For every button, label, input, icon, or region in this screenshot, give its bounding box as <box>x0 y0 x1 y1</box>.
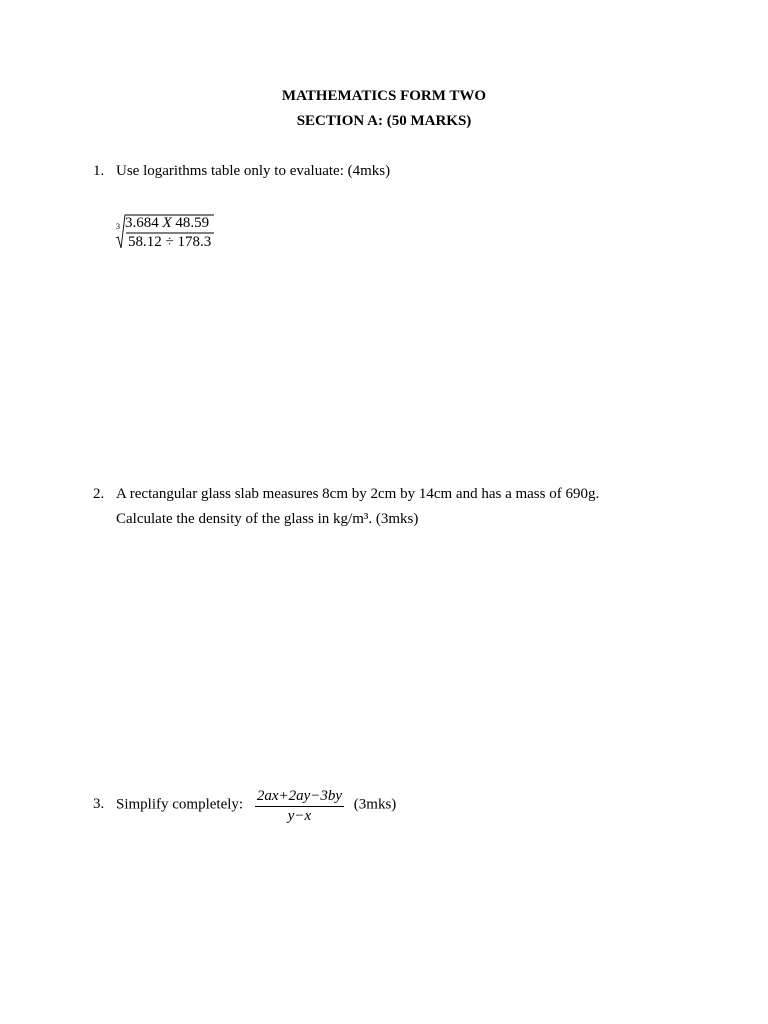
fraction-numerator: 2ax+2ay−3by <box>255 787 344 807</box>
section-heading: SECTION A: (50 MARKS) <box>296 113 472 129</box>
question-3 <box>93 786 396 824</box>
expression-numerator: 3.684 X 48.59 <box>125 215 210 231</box>
question-number: 3. <box>93 796 105 813</box>
page-title: MATHEMATICS FORM TWO <box>281 88 487 104</box>
expression-denominator: 58.12 ÷ 178.3 <box>128 234 212 250</box>
question-1 <box>93 159 390 184</box>
algebraic-fraction <box>255 787 344 825</box>
root-index: 3 <box>116 222 120 231</box>
question-text-line-2: Calculate the density of the glass in kg/m³. (3mks) <box>116 511 419 527</box>
question-text: Use logarithms table only to evaluate: (4mks) <box>116 163 391 179</box>
question-text: Simplify completely: <box>116 796 244 813</box>
question-marks: (3mks) <box>353 796 397 813</box>
question-number: 2. <box>93 486 105 502</box>
question-2 <box>93 482 599 532</box>
fraction-denominator: y−x <box>287 808 312 824</box>
question-text-line-1: A rectangular glass slab measures 8cm by 2cm by 14cm and has a mass of 690g. <box>116 486 600 502</box>
question-number: 1. <box>93 163 105 179</box>
cube-root-expression <box>114 212 224 254</box>
